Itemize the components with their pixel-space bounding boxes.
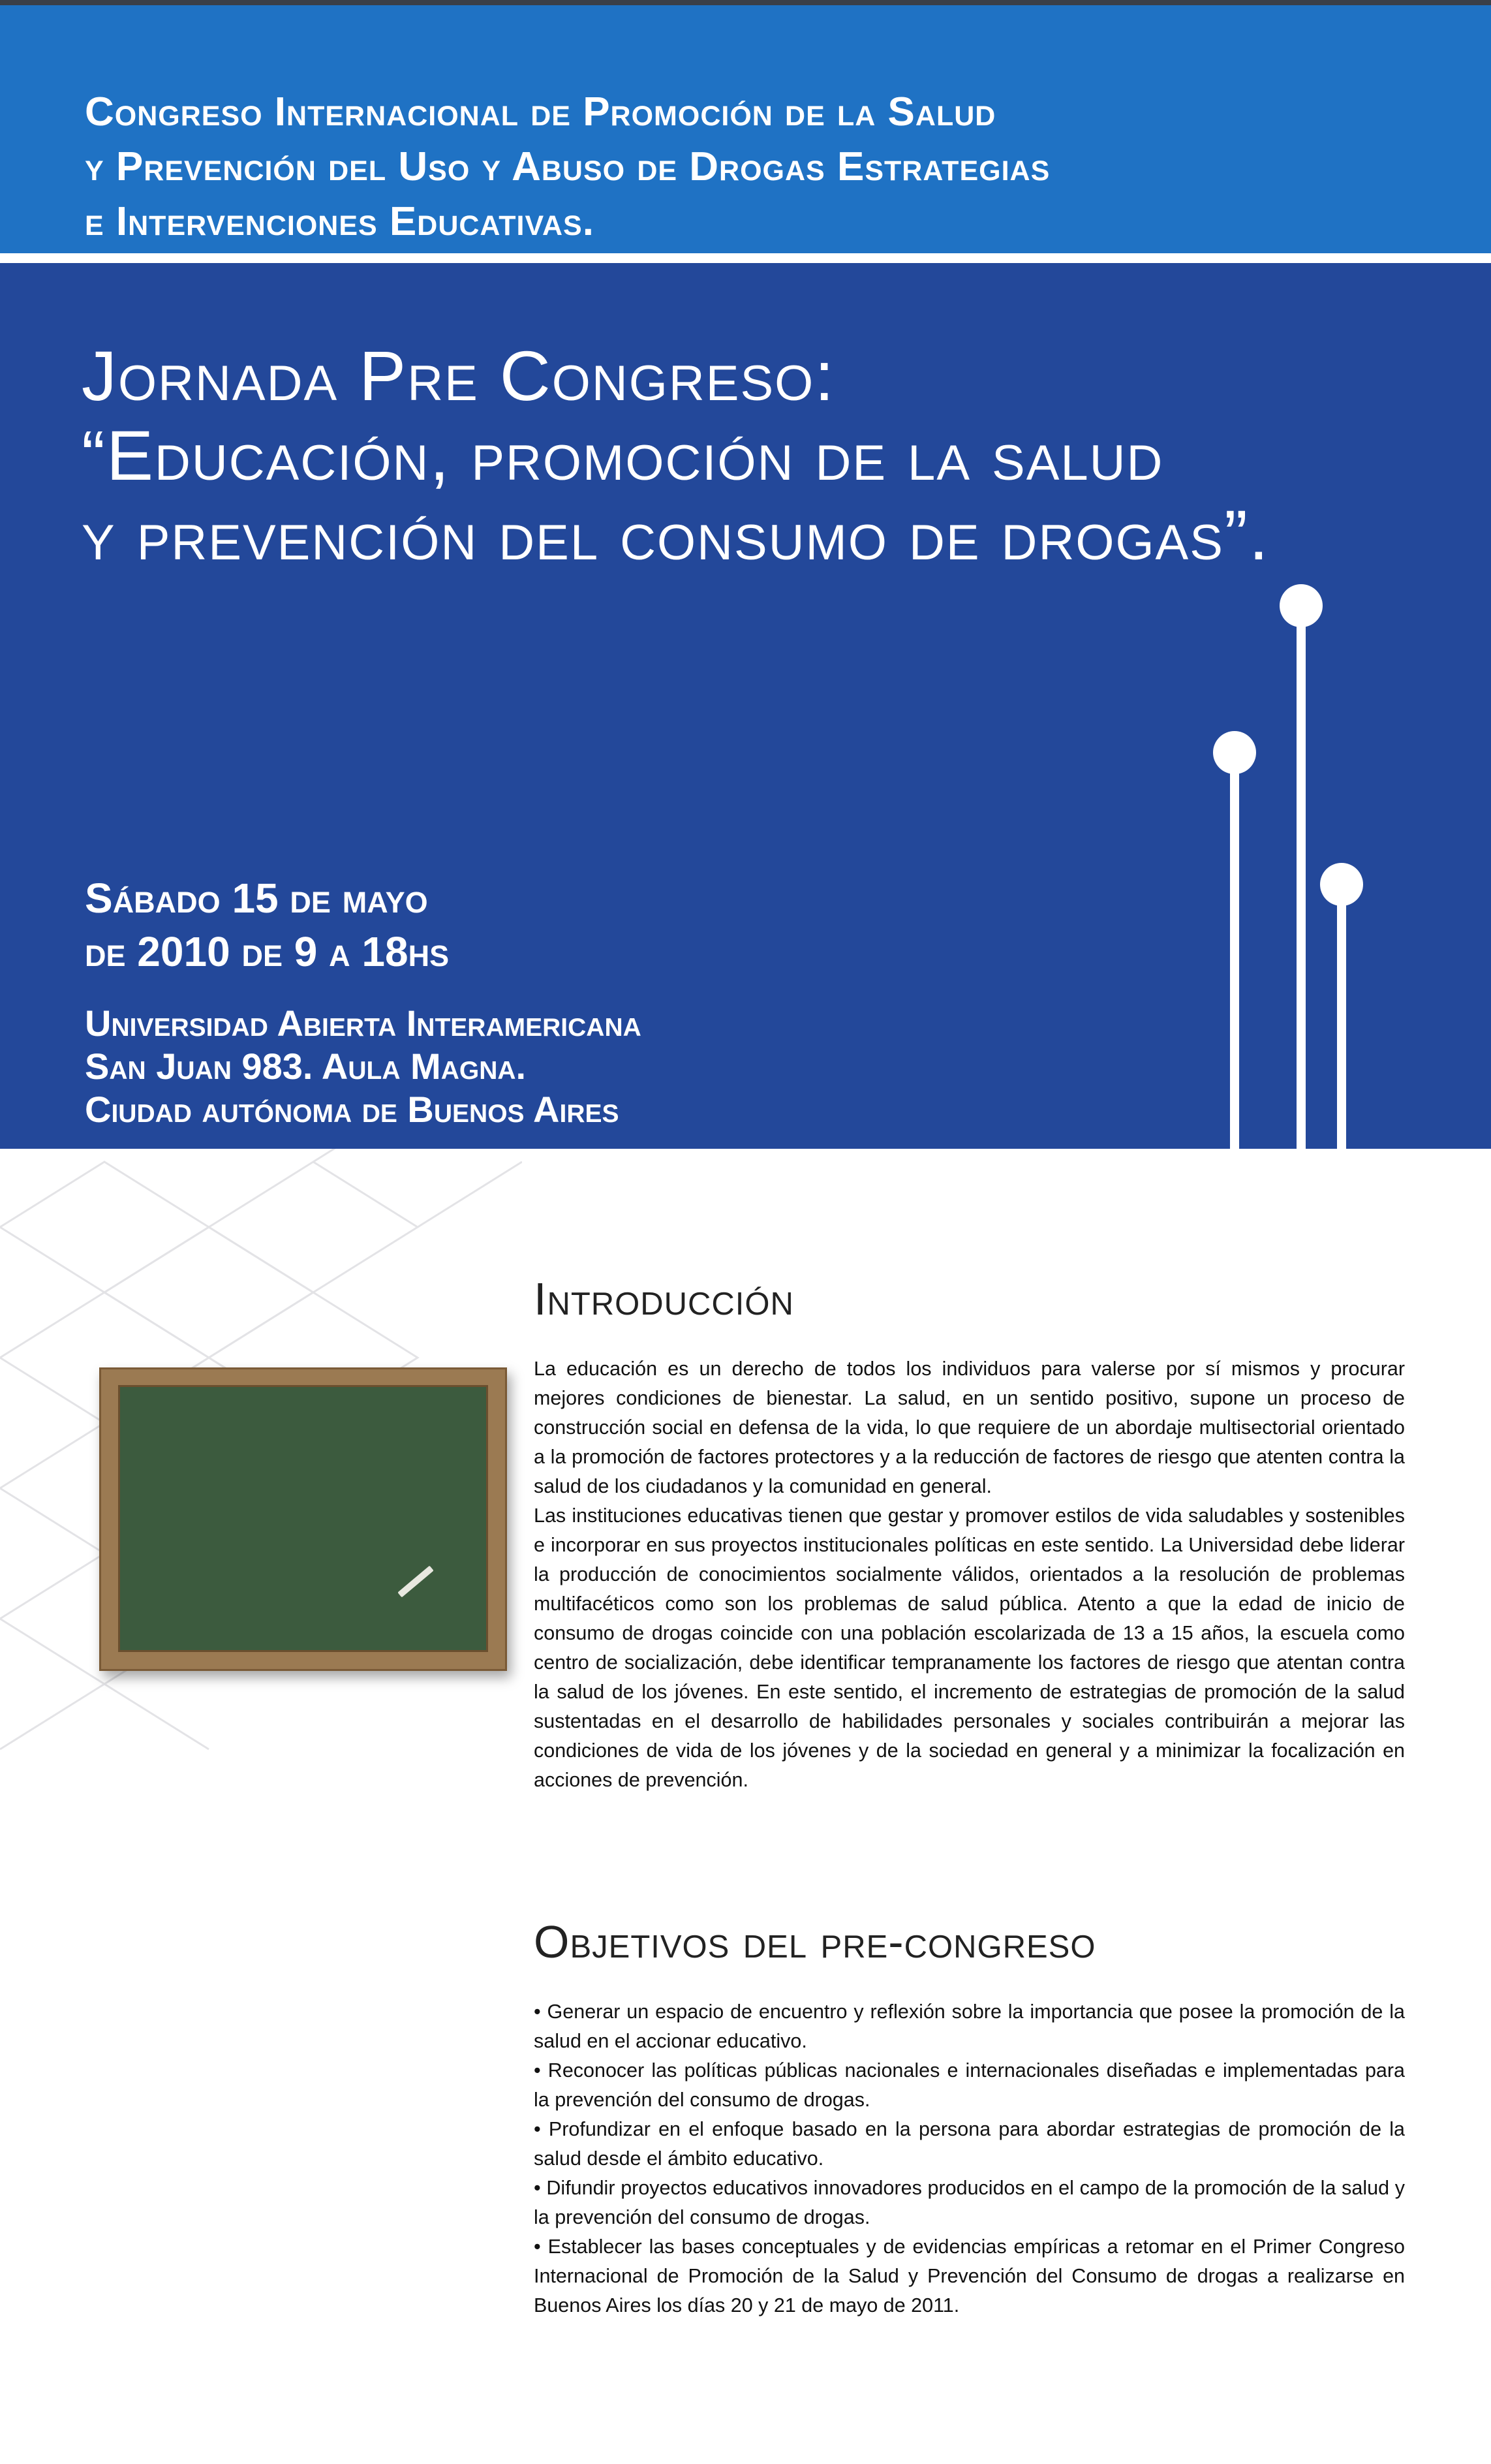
jornada-title-line: “Educación, promoción de la salud	[82, 416, 1164, 495]
introduccion-title: Introducción	[534, 1273, 794, 1324]
congress-title-line: Congreso Internacional de Promoción de la Salud	[85, 89, 996, 134]
top-border-line	[0, 0, 1491, 5]
objetivos-list	[534, 1997, 1405, 2320]
chalkboard-illustration	[99, 1367, 507, 1671]
event-date-line: Sábado 15 de mayo	[85, 875, 428, 922]
event-venue	[85, 1002, 641, 1131]
congress-title-line: y Prevención del Uso y Abuso de Drogas Estrategias	[85, 144, 1051, 189]
objetivo-item: • Establecer las bases conceptuales y de evidencias empíricas a retomar en el Primer Congreso Internacional de Promoción de la Salud y Prevención del Consumo de drogas a realizarse en Buenos Aires los días 20 y 21 de mayo de 2011.	[534, 2232, 1405, 2320]
event-date-line: de 2010 de 9 a 18hs	[85, 928, 450, 975]
jornada-title-line: y prevención del consumo de drogas”.	[82, 495, 1270, 574]
objetivo-item: • Generar un espacio de encuentro y reflexión sobre la importancia que posee la promoción de la salud en el accionar educativo.	[534, 1997, 1405, 2056]
event-date	[85, 871, 449, 978]
introduccion-paragraph: Las instituciones educativas tienen que gestar y promover estilos de vida saludables y sostenibles e incorporar en sus proyectos institucionales políticas en este sentido. La Universidad debe liderar la producción de conocimientos socialmente válidos, orientados a la resolución de problemas multifacéticos como son los problemas de salud pública. Atento a que la edad de inicio de consumo de drogas coincide con una población escolarizada de 13 a 15 años, la escuela como centro de socialización, debe identificar tempranamente los factores de riesgo que atentan contra la salud de los jóvenes. En este sentido, el incremento de estrategias de promoción de la salud sustentadas en el desarrollo de habilidades personales y sociales contribuirán a mejorar las condiciones de vida de los jóvenes y de la sociedad en general y a minimizar la focalización en acciones de prevención.	[534, 1505, 1405, 1791]
venue-line: Universidad Abierta Interamericana	[85, 1003, 641, 1044]
objetivos-title: Objetivos del pre-congreso	[534, 1916, 1096, 1967]
chalkboard-surface	[118, 1385, 488, 1652]
jornada-title-line: Jornada Pre Congreso:	[82, 336, 836, 415]
venue-line: Ciudad autónoma de Buenos Aires	[85, 1089, 619, 1130]
introduccion-body	[534, 1354, 1405, 1795]
pin-lines-decoration	[1194, 574, 1364, 1149]
jornada-title	[82, 336, 1270, 575]
venue-line: San Juan 983. Aula Magna.	[85, 1046, 527, 1087]
congress-title	[85, 85, 1050, 249]
objetivo-item: • Difundir proyectos educativos innovadores producidos en el campo de la promoción de la salud y la prevención del consumo de drogas.	[534, 2174, 1405, 2232]
introduccion-paragraph: La educación es un derecho de todos los individuos para valerse por sí mismos y procurar mejores condiciones de bienestar. La salud, en un sentido positivo, supone un proceso de construcción social en defensa de la vida, lo que requiere de un abordaje multisectorial orientado a la promoción de factores protectores y a la reducción de factores de riesgo que atenten contra la salud de los ciudadanos y la comunidad en general.	[534, 1358, 1405, 1497]
congress-title-line: e Intervenciones Educativas.	[85, 199, 594, 244]
objetivo-item: • Profundizar en el enfoque basado en la persona para abordar estrategias de promoción de la salud desde el ámbito educativo.	[534, 2115, 1405, 2174]
objetivo-item: • Reconocer las políticas públicas nacionales e internacionales diseñadas e implementadas para la prevención del consumo de drogas.	[534, 2056, 1405, 2115]
